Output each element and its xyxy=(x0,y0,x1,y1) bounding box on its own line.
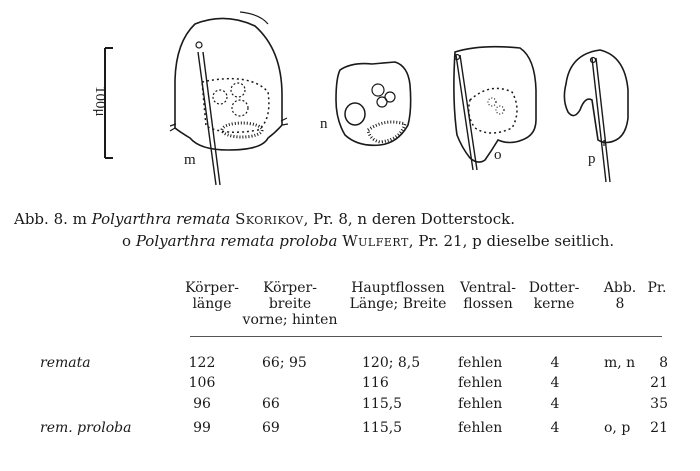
header-hauptflossen-line2: Länge; Breite xyxy=(349,296,447,312)
row-4-pr: 21 xyxy=(650,420,668,436)
row-1-abb: m, n xyxy=(604,355,636,371)
header-pr-line1: Pr. xyxy=(647,280,667,296)
header-koerperlaenge xyxy=(176,280,248,312)
header-abb-line2: 8 xyxy=(615,296,625,312)
row-3-ventral: fehlen xyxy=(458,396,503,412)
row-1-ventral: fehlen xyxy=(458,355,503,371)
header-koerperbreite xyxy=(240,280,340,328)
row-1-pr: 8 xyxy=(659,355,668,371)
header-abb xyxy=(598,280,642,312)
row-1-name: remata xyxy=(40,355,91,371)
header-hauptflossen-line1: Hauptflossen xyxy=(351,280,445,296)
header-koerperbreite-line3: vorne; hinten xyxy=(242,312,338,328)
row-1-dotter: 4 xyxy=(550,355,560,371)
caption-1-suffix: , Pr. 8, n deren Dotterstock. xyxy=(303,210,515,228)
caption-1-author: Skorikov xyxy=(235,210,304,228)
header-dotterkerne-line1: Dotter- xyxy=(528,280,580,296)
row-4-ventral: fehlen xyxy=(458,420,503,436)
row-3-flossen: 115,5 xyxy=(362,396,403,412)
label-o: o xyxy=(494,147,502,163)
label-n: n xyxy=(320,116,328,132)
row-2-flossen: 116 xyxy=(362,375,389,391)
row-1-flossen: 120; 8,5 xyxy=(362,355,421,371)
caption-2-author: Wulfert xyxy=(342,232,409,250)
row-2-laenge: 106 xyxy=(188,375,216,391)
header-koerperbreite-line1: Körper- xyxy=(263,280,317,296)
caption-2-suffix: , Pr. 21, p dieselbe seitlich. xyxy=(408,232,615,250)
table-rule xyxy=(190,336,662,337)
header-koerperlaenge-line2: länge xyxy=(192,296,232,312)
row-3-pr: 35 xyxy=(650,396,668,412)
caption-2-prefix: o xyxy=(122,232,136,250)
label-m: m xyxy=(184,152,196,168)
header-dotterkerne xyxy=(520,280,588,312)
scale-label: 100μ xyxy=(92,86,108,117)
row-2-ventral: fehlen xyxy=(458,375,503,391)
row-4-flossen: 115,5 xyxy=(362,420,403,436)
row-1-breite: 66; 95 xyxy=(262,355,307,371)
row-3-dotter: 4 xyxy=(550,396,560,412)
row-2-dotter: 4 xyxy=(550,375,560,391)
header-koerperlaenge-line1: Körper- xyxy=(185,280,239,296)
header-koerperbreite-line2: breite xyxy=(268,296,312,312)
caption-1-species: Polyarthra remata xyxy=(91,210,231,228)
row-3-breite: 66 xyxy=(262,396,280,412)
row-2-pr: 21 xyxy=(650,375,668,391)
caption-2-species: Polyarthra remata proloba xyxy=(135,232,338,250)
row-3-laenge: 96 xyxy=(193,396,211,412)
header-hauptflossen xyxy=(344,280,452,312)
header-pr xyxy=(640,280,674,296)
header-dotterkerne-line2: kerne xyxy=(533,296,575,312)
header-ventralflossen-line1: Ventral- xyxy=(460,280,516,296)
label-p: p xyxy=(588,151,596,167)
header-ventralflossen xyxy=(452,280,524,312)
row-4-abb: o, p xyxy=(604,420,631,436)
row-4-breite: 69 xyxy=(262,420,280,436)
row-1-laenge: 122 xyxy=(188,355,216,371)
row-4-laenge: 99 xyxy=(193,420,211,436)
caption-1-prefix: Abb. 8. m xyxy=(14,210,92,228)
header-ventralflossen-line2: flossen xyxy=(463,296,513,312)
row-4-name: rem. proloba xyxy=(40,420,132,436)
header-abb-line1: Abb. xyxy=(603,280,637,296)
row-4-dotter: 4 xyxy=(550,420,560,436)
